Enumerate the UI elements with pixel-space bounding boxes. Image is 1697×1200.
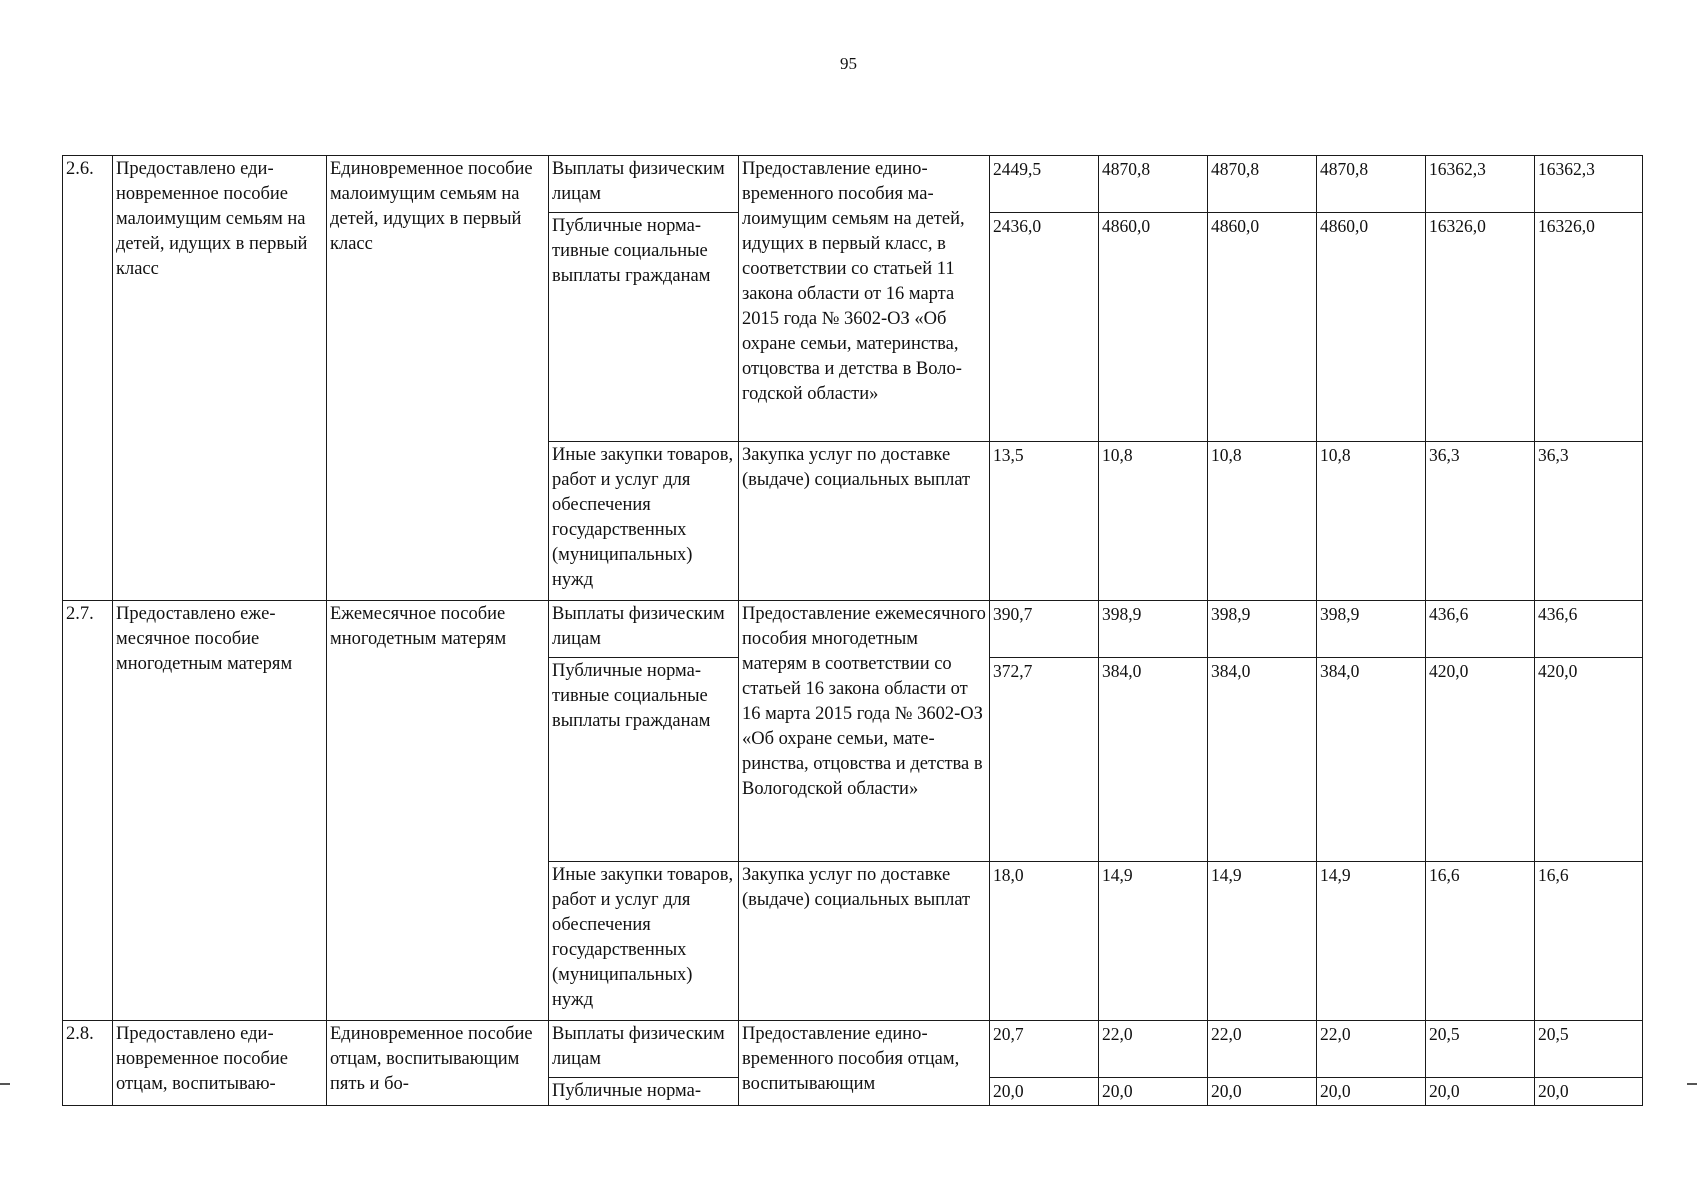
value-cell: 398,9 bbox=[1208, 601, 1317, 658]
value-cell: 16,6 bbox=[1426, 862, 1535, 1021]
value-cell: 372,7 bbox=[990, 658, 1099, 862]
table-row bbox=[63, 156, 1643, 213]
value-cell: 16326,0 bbox=[1535, 213, 1643, 442]
value-cell: 18,0 bbox=[990, 862, 1099, 1021]
value-cell: 16362,3 bbox=[1426, 156, 1535, 213]
value-cell: 420,0 bbox=[1535, 658, 1643, 862]
value-cell: 4870,8 bbox=[1317, 156, 1426, 213]
value-cell: 4860,0 bbox=[1317, 213, 1426, 442]
value-cell: 20,0 bbox=[1535, 1078, 1643, 1106]
table-row bbox=[63, 601, 1643, 658]
value-cell: 384,0 bbox=[1317, 658, 1426, 862]
expense-type-cell: Иные закупки товаров, работ и услуг для обеспечения государственных (муниципальных) нужд bbox=[549, 862, 739, 1021]
result-cell: Предоставлено единовременное пособие малоимущим семьям на детей, идущих в первый класс bbox=[113, 156, 327, 601]
value-cell: 20,0 bbox=[1099, 1078, 1208, 1106]
row-index: 2.8. bbox=[63, 1021, 113, 1106]
scan-edge-mark-right bbox=[1687, 1083, 1697, 1085]
value-cell: 398,9 bbox=[1317, 601, 1426, 658]
value-cell: 22,0 bbox=[1208, 1021, 1317, 1078]
expense-type-cell: Публичные нормативные социальные выплаты гражданам bbox=[549, 658, 739, 862]
value-cell: 10,8 bbox=[1317, 442, 1426, 601]
scan-edge-mark-left bbox=[0, 1083, 10, 1085]
value-cell: 398,9 bbox=[1099, 601, 1208, 658]
value-cell: 4870,8 bbox=[1208, 156, 1317, 213]
description-cell: Закупка услуг по доставке (выдаче) социальных выплат bbox=[739, 442, 990, 601]
result-cell: Предоставлено ежeмесячное пособие многодетным матерям bbox=[113, 601, 327, 1021]
description-cell: Предоставление ежемесячного пособия многодетным матерям в соответствии со статьей 16 закона области от 16 марта 2015 года № 3602-ОЗ «Об охране семьи, материнства, отцовства и детства в Вологодской области» bbox=[739, 601, 990, 862]
value-cell: 10,8 bbox=[1208, 442, 1317, 601]
expense-type-cell: Публичные норма- bbox=[549, 1078, 739, 1106]
expense-type-cell: Выплаты физическим лицам bbox=[549, 601, 739, 658]
row-index: 2.7. bbox=[63, 601, 113, 1021]
value-cell: 22,0 bbox=[1317, 1021, 1426, 1078]
value-cell: 16,6 bbox=[1535, 862, 1643, 1021]
value-cell: 436,6 bbox=[1535, 601, 1643, 658]
value-cell: 22,0 bbox=[1099, 1021, 1208, 1078]
value-cell: 16362,3 bbox=[1535, 156, 1643, 213]
value-cell: 14,9 bbox=[1208, 862, 1317, 1021]
value-cell: 20,0 bbox=[990, 1078, 1099, 1106]
value-cell: 20,0 bbox=[1317, 1078, 1426, 1106]
value-cell: 36,3 bbox=[1426, 442, 1535, 601]
measure-cell: Ежемесячное пособие многодетным матерям bbox=[327, 601, 549, 1021]
value-cell: 384,0 bbox=[1208, 658, 1317, 862]
description-cell: Закупка услуг по доставке (выдаче) социальных выплат bbox=[739, 862, 990, 1021]
value-cell: 36,3 bbox=[1535, 442, 1643, 601]
value-cell: 4860,0 bbox=[1208, 213, 1317, 442]
value-cell: 2449,5 bbox=[990, 156, 1099, 213]
measure-cell: Единовременное пособие малоимущим семьям на детей, идущих в первый класс bbox=[327, 156, 549, 601]
value-cell: 14,9 bbox=[1099, 862, 1208, 1021]
value-cell: 20,5 bbox=[1535, 1021, 1643, 1078]
value-cell: 20,5 bbox=[1426, 1021, 1535, 1078]
value-cell: 420,0 bbox=[1426, 658, 1535, 862]
value-cell: 10,8 bbox=[1099, 442, 1208, 601]
value-cell: 14,9 bbox=[1317, 862, 1426, 1021]
value-cell: 4870,8 bbox=[1099, 156, 1208, 213]
value-cell: 2436,0 bbox=[990, 213, 1099, 442]
value-cell: 384,0 bbox=[1099, 658, 1208, 862]
row-index: 2.6. bbox=[63, 156, 113, 601]
value-cell: 13,5 bbox=[990, 442, 1099, 601]
page-number: 95 bbox=[840, 54, 857, 73]
expense-type-cell: Выплаты физическим лицам bbox=[549, 156, 739, 213]
value-cell: 20,0 bbox=[1426, 1078, 1535, 1106]
expense-type-cell: Публичные нормативные социальные выплаты гражданам bbox=[549, 213, 739, 442]
value-cell: 436,6 bbox=[1426, 601, 1535, 658]
measure-cell: Единовременное пособие отцам, воспитывающим пять и бо- bbox=[327, 1021, 549, 1106]
expense-type-cell: Иные закупки товаров, работ и услуг для обеспечения государственных (муниципальных) нужд bbox=[549, 442, 739, 601]
table-row bbox=[63, 1021, 1643, 1078]
description-cell: Предоставление единовременного пособия малоимущим семьям на детей, идущих в первый класс, в соответствии со статьей 11 закона области от 16 марта 2015 года № 3602-ОЗ «Об охране семьи, материнства, отцовства и детства в Вологодской области» bbox=[739, 156, 990, 442]
value-cell: 20,7 bbox=[990, 1021, 1099, 1078]
expense-type-cell: Выплаты физическим лицам bbox=[549, 1021, 739, 1078]
budget-table bbox=[62, 155, 1643, 1106]
value-cell: 390,7 bbox=[990, 601, 1099, 658]
value-cell: 16326,0 bbox=[1426, 213, 1535, 442]
result-cell: Предоставлено единовременное пособие отцам, воспитываю- bbox=[113, 1021, 327, 1106]
description-cell: Предоставление единовременного пособия отцам, воспитывающим bbox=[739, 1021, 990, 1106]
value-cell: 4860,0 bbox=[1099, 213, 1208, 442]
value-cell: 20,0 bbox=[1208, 1078, 1317, 1106]
